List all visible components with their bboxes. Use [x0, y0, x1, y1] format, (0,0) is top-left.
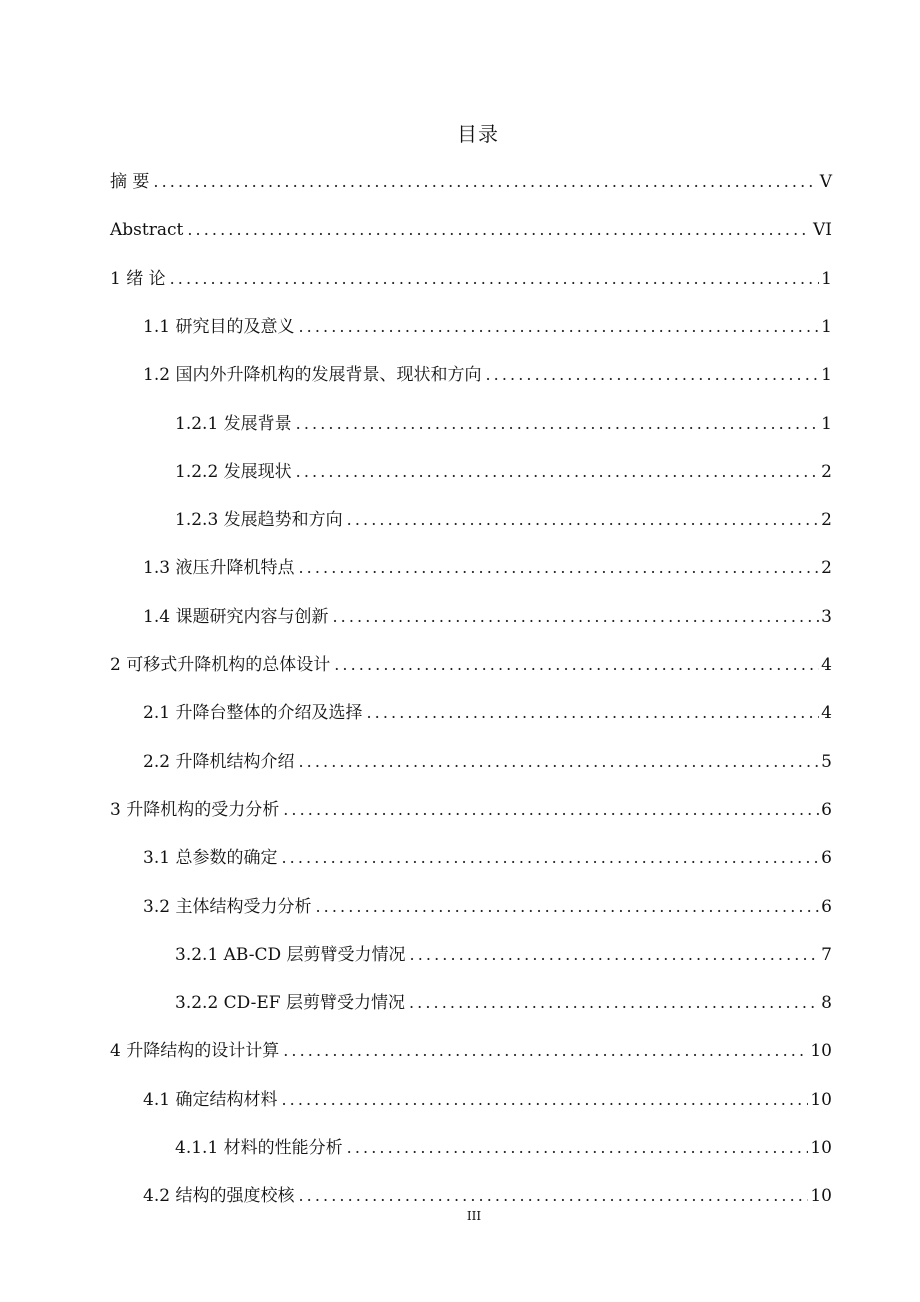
page-footer-number: III: [466, 1209, 482, 1223]
toc-dot-leader: [170, 263, 820, 295]
page-title: 目录: [457, 122, 499, 146]
toc-entry-page-number: 10: [810, 1186, 832, 1207]
toc-entry-page-number: 10: [810, 1138, 832, 1158]
toc-entry-label: 摘 要: [110, 172, 150, 192]
toc-entry[interactable]: [110, 214, 832, 246]
toc-dot-leader: [332, 601, 819, 633]
toc-entry-label: 1.2 国内外升降机构的发展背景、现状和方向: [143, 365, 482, 386]
toc-entry-label: 4 升降结构的设计计算: [110, 1041, 280, 1062]
toc-entry-page-number: 7: [821, 944, 832, 965]
toc-dot-leader: [334, 649, 819, 681]
toc-entry[interactable]: [175, 987, 832, 1019]
toc-entry-page-number: 3: [821, 606, 832, 627]
toc-dot-leader: [315, 891, 819, 923]
toc-entry[interactable]: [143, 697, 832, 729]
toc-entry-label: 1.4 课题研究内容与创新: [143, 606, 329, 627]
toc-dot-leader: [153, 166, 817, 198]
toc-entry[interactable]: [110, 794, 832, 826]
toc-entry-label: 1.3 液压升降机特点: [143, 558, 295, 579]
toc-entry-page-number: 1: [821, 365, 832, 386]
toc-entry-label: 1 绪 论: [110, 268, 166, 289]
toc-entry-label: 3.1 总参数的确定: [143, 848, 278, 869]
toc-entry-label: 1.2.2 发展现状: [175, 461, 292, 482]
toc-entry[interactable]: [143, 1180, 832, 1212]
toc-dot-leader: [296, 408, 820, 440]
toc-entry[interactable]: [143, 359, 832, 391]
toc-entry-page-number: 6: [821, 799, 832, 820]
toc-dot-leader: [281, 842, 819, 874]
toc-entry-page-number: VI: [813, 220, 832, 241]
toc-dot-leader: [281, 1084, 808, 1116]
toc-entry[interactable]: [143, 842, 832, 874]
toc-dot-leader: [485, 359, 819, 391]
toc-entry[interactable]: [110, 1035, 832, 1067]
toc-entry[interactable]: [143, 891, 832, 923]
toc-entry-page-number: 1: [821, 316, 832, 337]
toc-entry[interactable]: [110, 649, 832, 681]
toc-entry-page-number: 6: [821, 896, 832, 917]
toc-entry[interactable]: [175, 456, 832, 488]
toc-entry-label: 1.1 研究目的及意义: [143, 316, 295, 337]
toc-dot-leader: [283, 794, 819, 826]
toc-entry[interactable]: [175, 504, 832, 536]
toc-dot-leader: [187, 214, 811, 246]
toc-dot-leader: [366, 697, 819, 729]
toc-entry[interactable]: [143, 1084, 832, 1116]
toc-entry-label: 2.2 升降机结构介绍: [143, 751, 295, 772]
toc-entry[interactable]: [143, 552, 832, 584]
toc-entry-label: 4.1.1 材料的性能分析: [175, 1138, 343, 1158]
toc-dot-leader: [409, 987, 819, 1019]
toc-entry[interactable]: [110, 166, 832, 198]
toc-entry[interactable]: [175, 408, 832, 440]
toc-entry-label: 2 可移式升降机构的总体设计: [110, 655, 331, 675]
toc-dot-leader: [298, 746, 819, 778]
toc-entry-page-number: 10: [810, 1041, 832, 1062]
toc-entry-label: 1.2.3 发展趋势和方向: [175, 510, 343, 531]
toc-dot-leader: [298, 552, 819, 584]
toc-entry-label: 1.2.1 发展背景: [175, 413, 292, 434]
toc-entry-page-number: 2: [821, 558, 832, 579]
toc-entry-label: 3 升降机构的受力分析: [110, 799, 280, 820]
toc-entry-page-number: V: [819, 172, 832, 192]
toc-entry[interactable]: [175, 1132, 832, 1164]
toc-dot-leader: [410, 939, 820, 971]
toc-entry-page-number: 8: [821, 993, 832, 1014]
toc-entry-label: 3.2 主体结构受力分析: [143, 896, 312, 917]
toc-entry-page-number: 5: [821, 751, 832, 772]
toc-entry-page-number: 1: [821, 413, 832, 434]
toc-entry[interactable]: [143, 746, 832, 778]
toc-dot-leader: [347, 1132, 809, 1164]
toc-dot-leader: [347, 504, 820, 536]
toc-entry-label: 2.1 升降台整体的介绍及选择: [143, 703, 363, 724]
toc-entry-page-number: 4: [821, 655, 832, 675]
toc-entry-label: 3.2.2 CD-EF 层剪臂受力情况: [175, 993, 405, 1014]
toc-dot-leader: [296, 456, 820, 488]
toc-entry[interactable]: [143, 311, 832, 343]
toc-dot-leader: [298, 311, 819, 343]
toc-entry-page-number: 1: [821, 268, 832, 289]
toc-entry[interactable]: [175, 939, 832, 971]
toc-dot-leader: [283, 1035, 808, 1067]
toc-entry-page-number: 6: [821, 848, 832, 869]
toc-entry-page-number: 10: [810, 1089, 832, 1110]
toc-entry-label: 4.1 确定结构材料: [143, 1089, 278, 1110]
toc-entry-label: 3.2.1 AB-CD 层剪臂受力情况: [175, 944, 406, 965]
toc-entry-label: 4.2 结构的强度校核: [143, 1186, 295, 1207]
toc-entry-page-number: 2: [821, 510, 832, 531]
toc-dot-leader: [298, 1180, 808, 1212]
toc-entry-label: Abstract: [110, 220, 184, 241]
toc-entry[interactable]: [110, 263, 832, 295]
toc-entry-page-number: 4: [821, 703, 832, 724]
toc-entry-page-number: 2: [821, 461, 832, 482]
toc-entry[interactable]: [143, 601, 832, 633]
